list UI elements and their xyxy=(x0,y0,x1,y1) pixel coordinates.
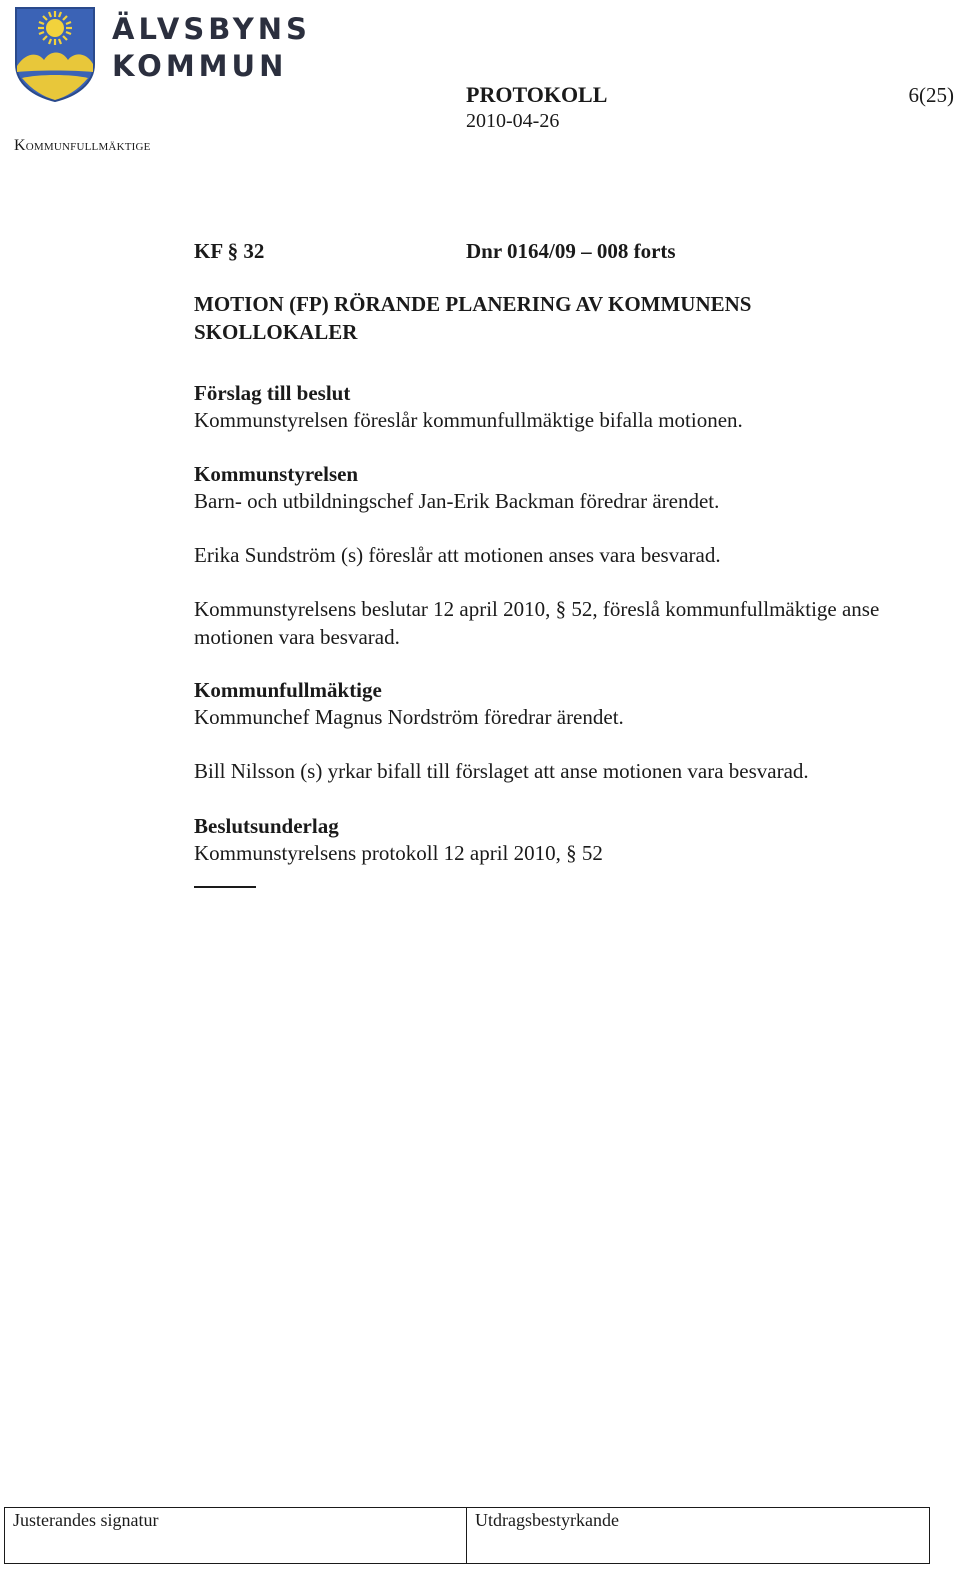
section-heading-decision-basis: Beslutsunderlag xyxy=(194,814,339,838)
municipal-board-paragraph: Erika Sundström (s) föreslår att motionen anses vara besvarad. xyxy=(194,543,721,567)
certification-cell xyxy=(467,1508,929,1563)
document-date: 2010-04-26 xyxy=(466,110,560,132)
section-heading-council: Kommunfullmäktige xyxy=(194,678,382,702)
page-number: 6(25) xyxy=(908,83,954,107)
municipal-board-paragraph: Barn- och utbildningschef Jan-Erik Backman föredrar ärendet. xyxy=(194,489,720,513)
coat-of-arms-icon xyxy=(14,6,96,102)
logo-wordmark-line1: ÄLVSBYNS xyxy=(112,12,311,46)
case-title: MOTION (FP) RÖRANDE PLANERING AV KOMMUNENS SKOLLOKALER xyxy=(194,292,752,344)
logo-wordmark-line2: KOMMUN xyxy=(112,49,288,83)
signature-cell xyxy=(5,1508,467,1563)
council-paragraph: Bill Nilsson (s) yrkar bifall till förslaget att anse motionen vara besvarad. xyxy=(194,759,809,783)
proposal-text: Kommunstyrelsen föreslår kommunfullmäktige bifalla motionen. xyxy=(194,408,743,432)
document-type: PROTOKOLL xyxy=(466,82,608,107)
decision-basis-text: Kommunstyrelsens protokoll 12 april 2010, § 52 xyxy=(194,841,603,865)
section-heading-municipal-board: Kommunstyrelsen xyxy=(194,462,359,486)
signature-box xyxy=(4,1507,930,1564)
case-number: Dnr 0164/09 – 008 forts xyxy=(466,239,676,263)
signature-label: Justerandes signatur xyxy=(13,1510,159,1530)
municipal-board-paragraph: Kommunstyrelsens beslutar 12 april 2010, § 52, föreslå kommunfullmäktige anse motionen vara besvarad. xyxy=(194,597,880,649)
council-paragraph: Kommunchef Magnus Nordström föredrar ärendet. xyxy=(194,705,624,729)
certification-label: Utdragsbestyrkande xyxy=(475,1510,619,1530)
end-of-section-rule xyxy=(194,886,256,888)
department-name: Kommunfullmäktige xyxy=(14,137,151,154)
paragraph-reference: KF § 32 xyxy=(194,239,265,263)
section-heading-proposal: Förslag till beslut xyxy=(194,381,351,405)
